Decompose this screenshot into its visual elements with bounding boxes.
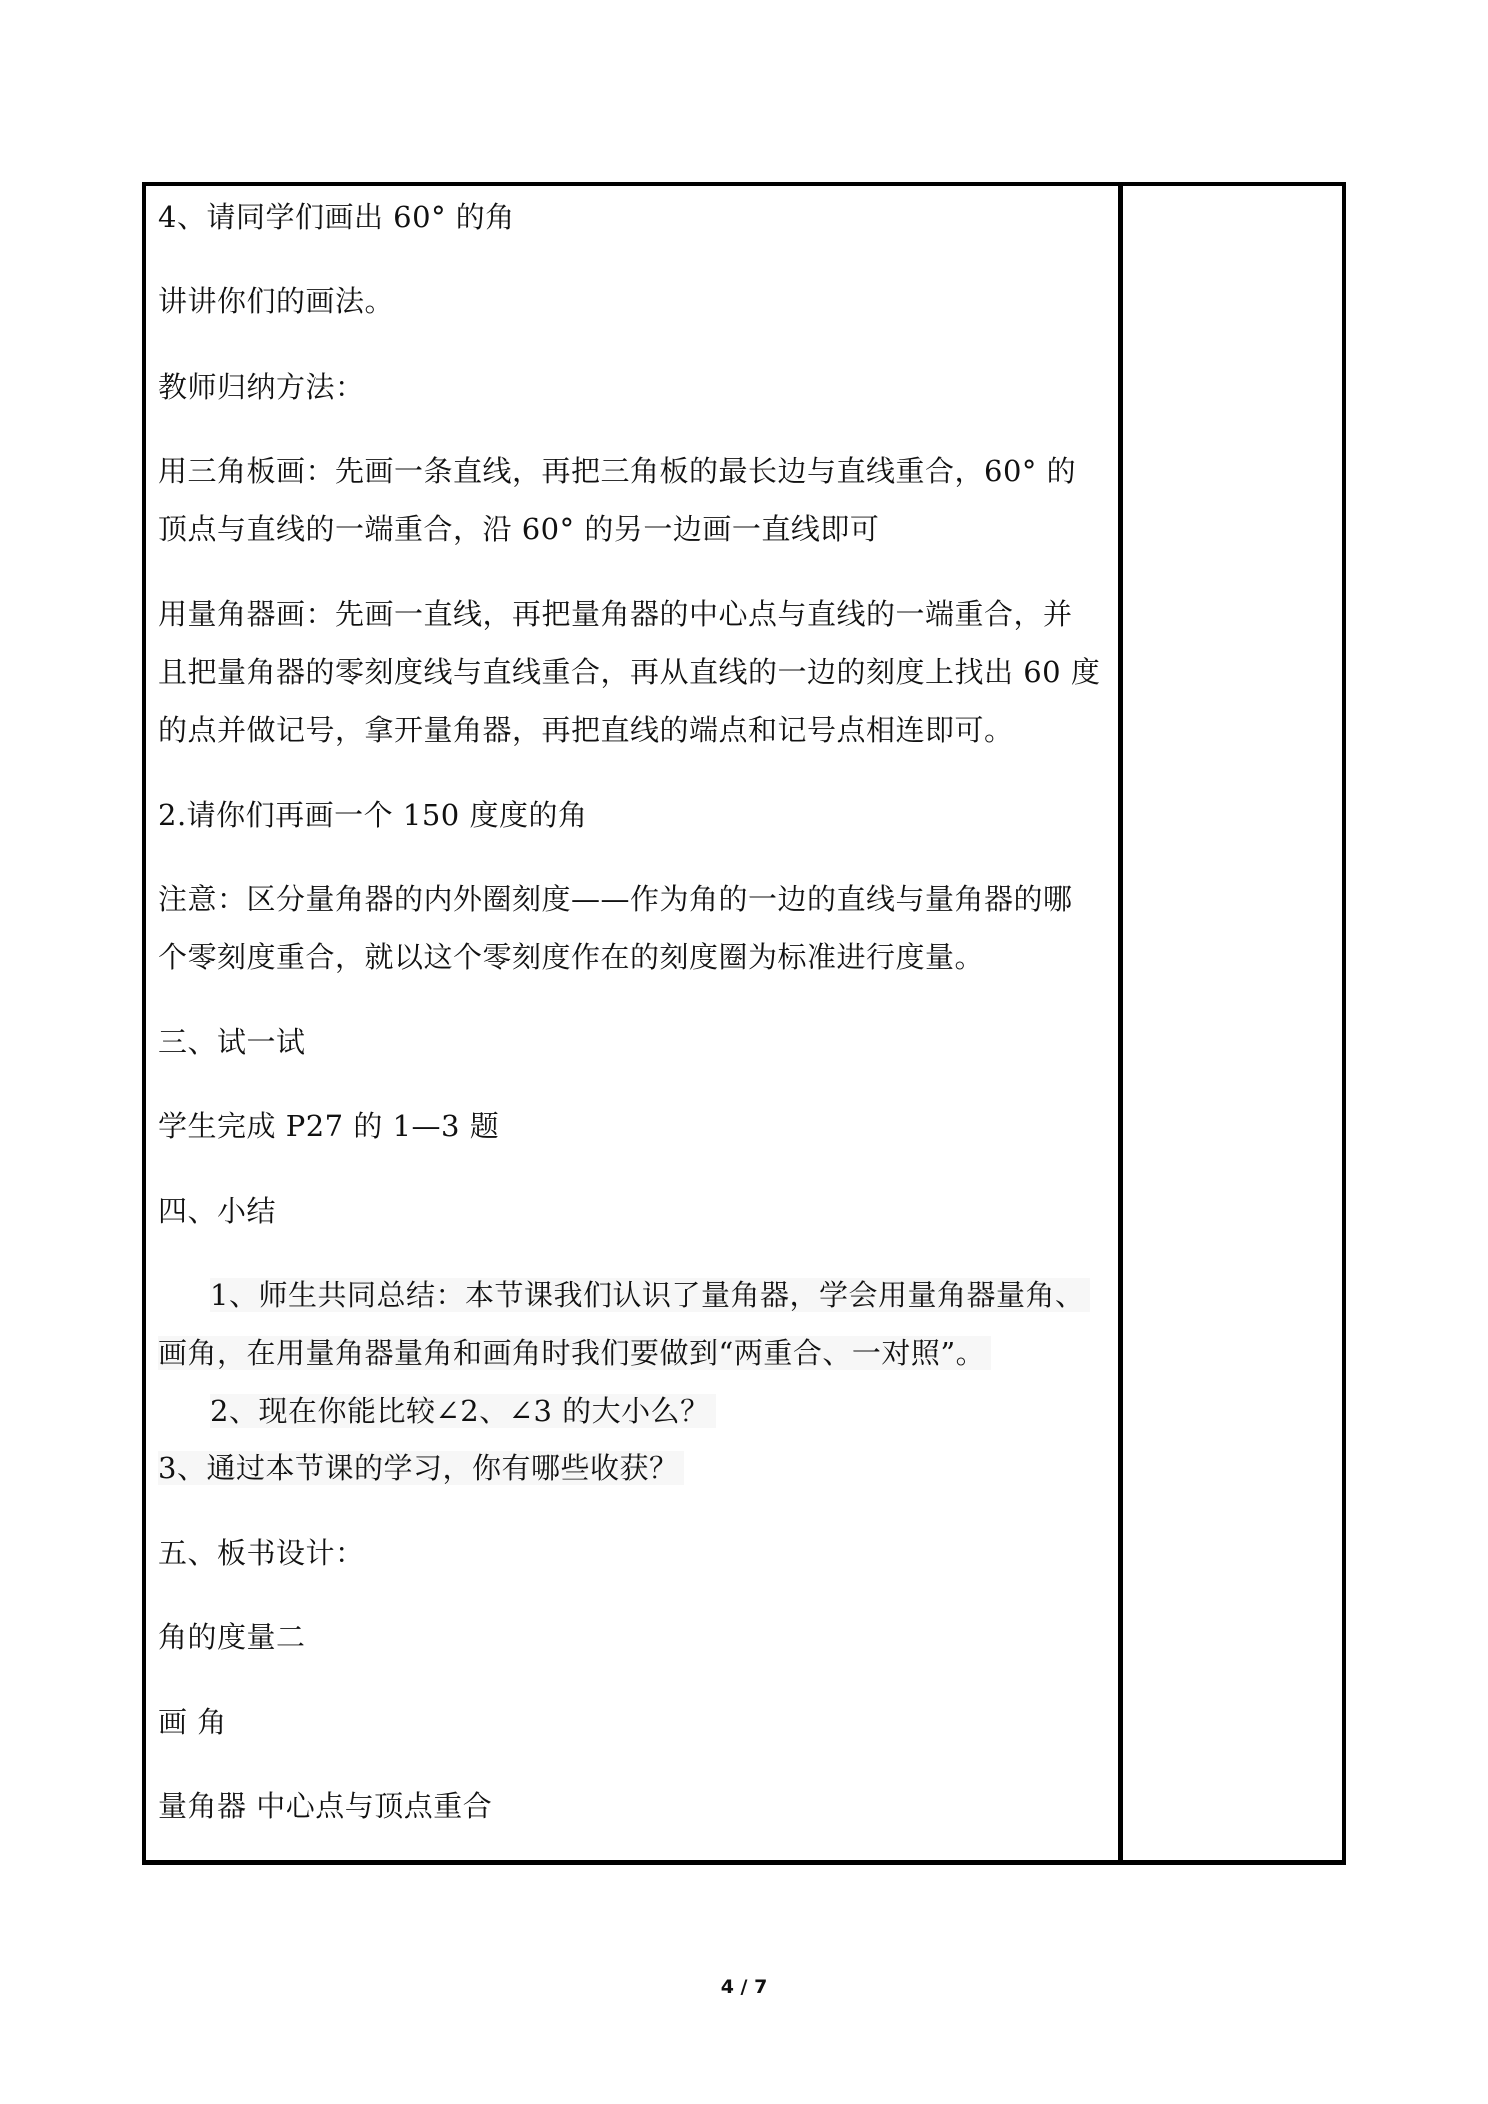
- board-draw-angle: 画 角: [158, 1705, 227, 1739]
- text-line-compare-angles: [210, 1391, 716, 1431]
- board-title: 角的度量二: [158, 1620, 306, 1654]
- text-line-teacher-summary: 教师归纳方法：: [158, 370, 365, 404]
- harvest-text: 3、通过本节课的学习，你有哪些收获？: [158, 1451, 684, 1485]
- text-line-triangle-1: 用三角板画：先画一条直线，再把三角板的最长边与直线重合，60° 的: [158, 454, 1077, 488]
- text-line-draw-60: 4、请同学们画出 60° 的角: [158, 200, 515, 234]
- text-line-exercise: 学生完成 P27 的 1—3 题: [158, 1109, 500, 1143]
- text-line-triangle-2: 顶点与直线的一端重合，沿 60° 的另一边画一直线即可: [158, 512, 880, 546]
- text-line-draw-150: 2.请你们再画一个 150 度度的角: [158, 798, 588, 832]
- text-line-summary-2: [158, 1333, 991, 1373]
- section-heading-try: 三、试一试: [158, 1025, 306, 1059]
- section-heading-summary: 四、小结: [158, 1194, 277, 1228]
- text-line-note-1: 注意：区分量角器的内外圈刻度——作为角的一边的直线与量角器的哪: [158, 882, 1073, 916]
- text-line-note-2: 个零刻度重合，就以这个零刻度作在的刻度圈为标准进行度量。: [158, 940, 985, 974]
- summary-2-text: 画角，在用量角器量角和画角时我们要做到“两重合、一对照”。: [158, 1336, 991, 1370]
- summary-1-text: 1、师生共同总结：本节课我们认识了量角器，学会用量角器量角、: [210, 1278, 1090, 1312]
- lesson-table: [142, 182, 1346, 1865]
- text-line-protractor-2: 且把量角器的零刻度线与直线重合，再从直线的一边的刻度上找出 60 度: [158, 655, 1101, 689]
- text-line-harvest: [158, 1448, 684, 1488]
- board-protractor: 量角器 中心点与顶点重合: [158, 1789, 493, 1823]
- text-line-explain: 讲讲你们的画法。: [158, 284, 395, 318]
- compare-angles-text: 2、现在你能比较∠2、∠3 的大小么？: [210, 1394, 716, 1428]
- page-number: 4 / 7: [720, 1976, 768, 1998]
- table-column-divider: [1118, 182, 1123, 1865]
- section-heading-board: 五、板书设计：: [158, 1536, 365, 1570]
- text-line-protractor-3: 的点并做记号，拿开量角器，再把直线的端点和记号点相连即可。: [158, 713, 1014, 747]
- text-line-protractor-1: 用量角器画：先画一直线，再把量角器的中心点与直线的一端重合，并: [158, 597, 1073, 631]
- text-line-summary-1: [210, 1275, 1090, 1315]
